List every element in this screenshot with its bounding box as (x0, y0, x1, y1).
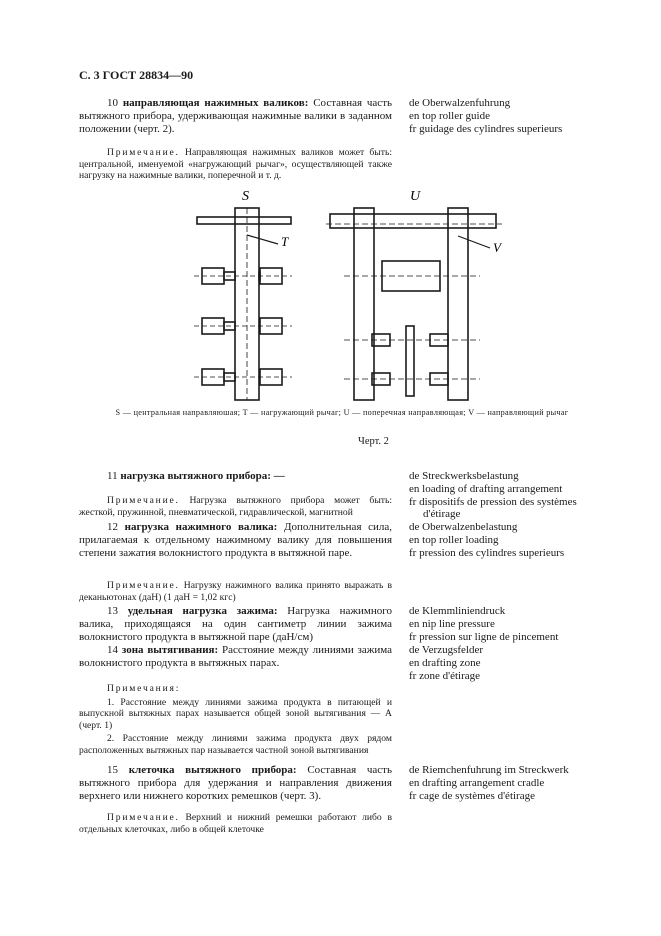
translation-fr-cont: d'étirage (423, 508, 461, 521)
right-guide-post-1 (354, 208, 374, 400)
term-12-definition: Дополнительная сила, прилагаемая к отдельному нажимному валику для повышения степени зажатия волокнистого продукта в вытяжной паре. (79, 521, 393, 559)
term-14-title: зона вытягивания: (121, 644, 219, 656)
note-text: Верхний и нижний ремешки работают либо в отдельных клеточках, либо в общей клеточке (79, 812, 392, 835)
term-12-title: нагрузка нажимного валика: (124, 521, 278, 533)
translation-fr: fr zone d'étirage (409, 669, 480, 682)
note-label: Примечание. (107, 495, 180, 506)
translation-fr: fr pression sur ligne de pincement (409, 630, 559, 643)
center-stem (406, 326, 414, 396)
translation-en: en loading of drafting arrangement (409, 482, 563, 495)
term-12-translations (409, 521, 619, 559)
term-15 (79, 764, 392, 802)
translation-de: de Klemmliniendruck (409, 605, 506, 617)
term-10-note (79, 147, 392, 182)
guide-arm-pointer (458, 236, 490, 248)
translation-fr: fr cage de systèmes d'étirage (409, 789, 535, 802)
page-header: С. 3 ГОСТ 28834—90 (79, 68, 194, 82)
translation-de: de Streckwerksbelastung (409, 470, 519, 482)
figure-caption: S — центральная направляюшая; T — нагружающий рычаг; U — поперечная направляющая; V — направляющий рычаг (115, 408, 569, 417)
translation-de: de Riemchenfuhrung im Streckwerk (409, 764, 569, 776)
translation-fr: fr guidage des cylindres superieurs (409, 122, 563, 135)
term-15-translations (409, 764, 619, 802)
note-text: Направляющая нажимных валиков может быть: центральной, именуемой «нагружающий рычаг», осуществляющей также нагрузку на нажимные валики, поперечной и т. д. (79, 147, 392, 182)
term-14-translations (409, 644, 619, 682)
label-s: S (242, 189, 249, 204)
translation-en: en top roller loading (409, 533, 499, 546)
term-10-definition: Составная часть вытяжного прибора, удерживающая нажимные валики в заданном положении (черт. 2). (79, 97, 393, 135)
roller-row-1 (194, 268, 292, 284)
note-text: Нагрузку нажимного валика принято выражать в деканьютонах (даН) (1 даН = 1,02 кгс) (79, 580, 392, 603)
term-15-note (79, 812, 392, 835)
label-v: V (493, 240, 501, 255)
figure-number: Черт. 2 (358, 436, 389, 447)
note-label: Примечание. (107, 812, 180, 823)
term-14-definition: Расстояние между линиями зажима волокнистого продукта в вытяжных парах. (79, 644, 393, 669)
translation-fr: fr dispositifs de pression des systèmes (409, 495, 577, 508)
term-11-number: 11 (107, 470, 118, 482)
translation-fr: fr pression des cylindres superieurs (409, 546, 565, 559)
label-t: T (281, 234, 289, 249)
note-label: Примечание. (107, 580, 180, 591)
term-11 (79, 470, 392, 483)
figure-drafting-diagram (190, 186, 510, 402)
top-shaft-left (197, 217, 291, 224)
term-13-number: 13 (107, 605, 118, 617)
term-10-title: направляющая нажимных валиков: (122, 97, 309, 109)
term-12 (79, 521, 392, 559)
translation-en: en drafting zone (409, 656, 481, 669)
term-15-number: 15 (107, 764, 118, 776)
translation-de: de Oberwalzenbelastung (409, 521, 518, 533)
term-13-translations (409, 605, 619, 643)
term-14-number: 14 (107, 644, 118, 656)
notes-label: Примечания: (107, 683, 181, 694)
transverse-guide (330, 214, 496, 228)
label-u: U (410, 189, 421, 204)
note-2: 2. Расстояние между линиями зажима продукта двух рядом расположенных вытяжных пар называется частной зоной вытягивания (79, 733, 392, 756)
translation-en: en drafting arrangement cradle (409, 776, 545, 789)
term-13-definition: Нагрузка нажимного валика, приходящаяся на один сантиметр линии зажима волокнистого продукта в вытяжной паре (даН/см) (79, 605, 392, 643)
term-12-note (79, 580, 392, 603)
roller-row-2 (194, 318, 292, 334)
term-10-number: 10 (107, 97, 118, 109)
right-guide-post-2 (448, 208, 468, 400)
term-11-title: нагрузка вытяжного прибора: — (120, 470, 285, 482)
loading-arm-pointer (247, 235, 278, 244)
translation-en: en nip line pressure (409, 617, 495, 630)
term-11-note (79, 495, 392, 518)
note-text: Нагрузка вытяжного прибора может быть: жесткой, пружинной, пневматической, гидравлической, магнитной (79, 495, 392, 518)
translation-de: de Oberwalzenfuhrung (409, 97, 511, 109)
term-15-title: клеточка вытяжного прибора: (128, 764, 297, 776)
term-10-translations (409, 97, 619, 135)
term-15-definition: Составная часть вытяжного прибора для удержания и направления движения верхнего или нижнего коротких ремешков (черт. 3). (79, 764, 392, 802)
term-12-number: 12 (107, 521, 118, 533)
term-14-notes (79, 683, 392, 757)
term-13-title: удельная нагрузка зажима: (127, 605, 278, 617)
roller-row-3 (194, 369, 292, 385)
note-1: 1. Расстояние между линиями зажима продукта в питающей и выпускной вытяжных парах называется общей зоной вытягивания — А (черт. 1) (79, 696, 392, 731)
translation-de: de Verzugsfelder (409, 644, 484, 656)
term-14 (79, 644, 392, 670)
translation-en: en top roller guide (409, 109, 490, 122)
term-13 (79, 605, 392, 643)
note-label: Примечание. (107, 147, 180, 158)
term-11-translations (409, 470, 619, 521)
term-10 (79, 97, 392, 135)
